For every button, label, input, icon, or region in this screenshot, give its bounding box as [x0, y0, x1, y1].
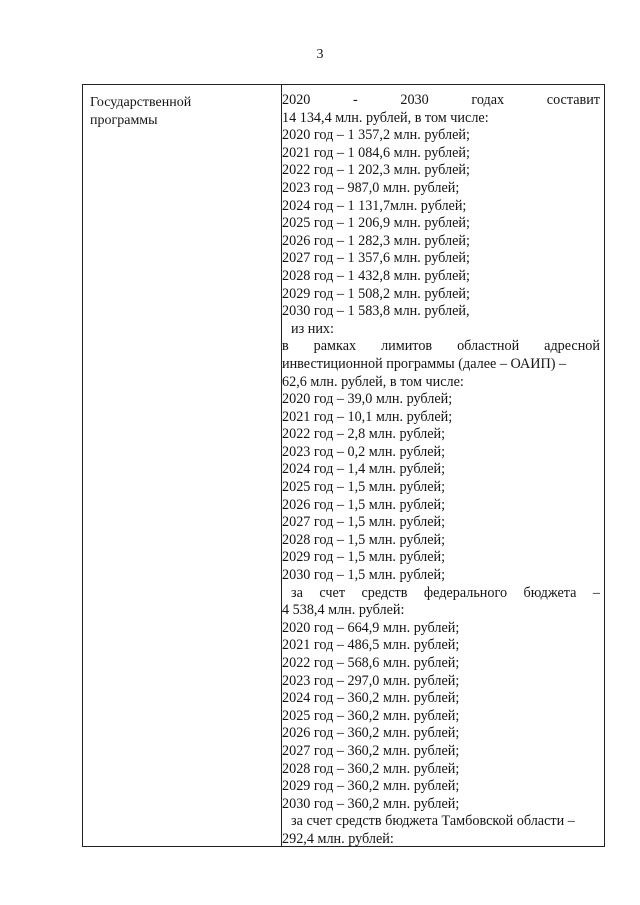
funding-line: 2020 год – 39,0 млн. рублей; — [282, 391, 453, 408]
funding-line: 2025 год – 360,2 млн. рублей; — [282, 707, 460, 724]
funding-line: 2023 год – 297,0 млн. рублей; — [282, 672, 460, 689]
funding-line: за счет средств федерального бюджета – — [291, 584, 600, 601]
funding-line: 2022 год – 568,6 млн. рублей; — [282, 655, 460, 671]
funding-line: из них: — [291, 320, 334, 337]
funding-line: 2024 год – 1,4 млн. рублей; — [282, 461, 446, 478]
funding-line: 2029 год – 1,5 млн. рублей; — [282, 549, 446, 566]
funding-line: в рамках лимитов областной адресной — [282, 338, 600, 355]
funding-line: 2030 год – 360,2 млн. рублей; — [282, 795, 460, 812]
funding-line: 62,6 млн. рублей, в том числе: — [282, 373, 464, 390]
funding-line: 2020 год – 664,9 млн. рублей; — [282, 619, 460, 636]
funding-line: 2021 год – 10,1 млн. рублей; — [282, 408, 453, 425]
funding-line: 2028 год – 1,5 млн. рублей; — [282, 531, 446, 548]
funding-line: инвестиционной программы (далее – ОАИП) – — [282, 355, 567, 372]
funding-line: 2029 год – 1 508,2 млн. рублей; — [282, 285, 470, 302]
program-label-cell — [90, 94, 274, 129]
funding-line: 2029 год – 360,2 млн. рублей; — [282, 778, 460, 795]
page-number: 3 — [316, 47, 324, 62]
funding-line: 2028 год – 1 432,8 млн. рублей; — [282, 267, 470, 284]
funding-line: 2027 год – 1,5 млн. рублей; — [282, 514, 446, 531]
funding-line: 2026 год – 1,5 млн. рублей; — [282, 496, 446, 513]
funding-line: 2030 год – 1 583,8 млн. рублей, — [282, 303, 470, 320]
funding-line: 2025 год – 1,5 млн. рублей; — [282, 479, 446, 496]
funding-line: 2020 - 2030 годах составит — [282, 92, 600, 108]
funding-line: 292,4 млн. рублей: — [282, 830, 394, 847]
funding-line: 2027 год – 1 357,6 млн. рублей; — [282, 250, 470, 267]
funding-line: 2024 год – 360,2 млн. рублей; — [282, 690, 460, 707]
funding-line: 2023 год – 0,2 млн. рублей; — [282, 443, 446, 460]
label-line: программы — [90, 112, 158, 128]
funding-line: 2030 год – 1,5 млн. рублей; — [282, 567, 446, 584]
funding-line: 2025 год – 1 206,9 млн. рублей; — [282, 215, 470, 232]
program-table — [82, 84, 605, 847]
label-line: Государственной — [90, 95, 192, 110]
funding-line: 2023 год – 987,0 млн. рублей; — [282, 179, 460, 196]
funding-line: 4 538,4 млн. рублей: — [282, 602, 405, 619]
funding-line: за счет средств бюджета Тамбовской области – — [291, 813, 575, 830]
funding-line: 2026 год – 360,2 млн. рублей; — [282, 725, 460, 742]
funding-line: 2021 год – 486,5 млн. рублей; — [282, 637, 460, 654]
funding-line: 2020 год – 1 357,2 млн. рублей; — [282, 127, 470, 144]
funding-line: 2022 год – 1 202,3 млн. рублей; — [282, 162, 470, 179]
funding-line: 2021 год – 1 084,6 млн. рублей; — [282, 144, 470, 161]
funding-line: 2026 год – 1 282,3 млн. рублей; — [282, 232, 470, 249]
funding-line: 2022 год – 2,8 млн. рублей; — [282, 426, 446, 443]
funding-line: 2028 год – 360,2 млн. рублей; — [282, 760, 460, 777]
funding-line: 14 134,4 млн. рублей, в том числе: — [282, 109, 489, 126]
funding-details-cell — [282, 92, 600, 849]
funding-line: 2027 год – 360,2 млн. рублей; — [282, 742, 460, 759]
funding-line: 2024 год – 1 131,7млн. рублей; — [282, 197, 467, 214]
